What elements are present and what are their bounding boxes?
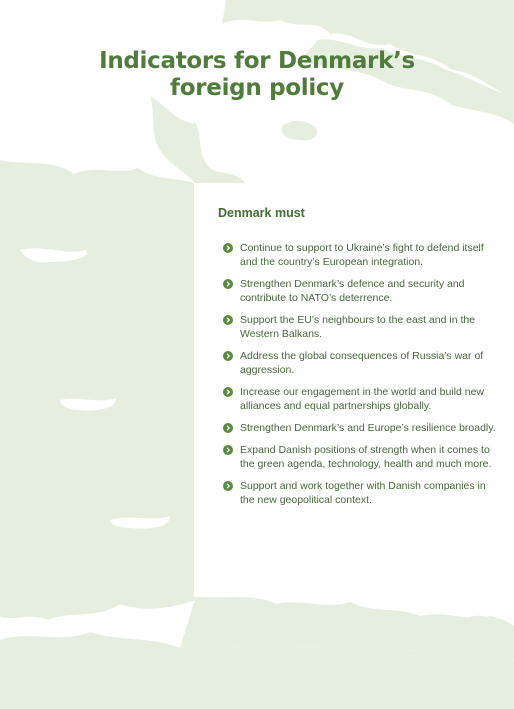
chevron-circle-right-icon (223, 387, 233, 397)
list-item-text: Address the global consequences of Russia’s war of aggression. (240, 350, 484, 376)
list-item-text: Support the EU’s neighbours to the east and in the Western Balkans. (240, 314, 476, 340)
list-item-text: Increase our engagement in the world and build new alliances and equal partnerships globally. (240, 386, 484, 412)
chevron-circle-right-icon (223, 243, 233, 253)
list-item-text: Continue to support to Ukraine’s fight to defend itself and the country’s European integration. (240, 242, 484, 268)
page-title-line-2: foreign policy (170, 75, 344, 101)
chevron-circle-right-icon (223, 279, 233, 289)
list-item (223, 349, 498, 377)
indicators-card (194, 183, 514, 597)
list-item-text: Expand Danish positions of strength when it comes to the green agenda, technology, health and much more. (240, 444, 492, 470)
list-item (223, 241, 498, 269)
list-item (223, 443, 498, 471)
page-title-line-1: Indicators for Denmark’s (99, 48, 415, 74)
list-item-text: Strengthen Denmark’s defence and security and contribute to NATO’s deterrence. (240, 278, 465, 304)
card-heading: Denmark must (218, 206, 305, 220)
list-item (223, 277, 498, 305)
list-item (223, 421, 498, 435)
chevron-circle-right-icon (223, 315, 233, 325)
chevron-circle-right-icon (223, 351, 233, 361)
indicators-list (223, 241, 498, 515)
list-item (223, 385, 498, 413)
page-title (0, 48, 514, 102)
list-item-text: Strengthen Denmark’s and Europe’s resilience broadly. (240, 422, 496, 434)
chevron-circle-right-icon (223, 445, 233, 455)
list-item (223, 479, 498, 507)
list-item (223, 313, 498, 341)
chevron-circle-right-icon (223, 481, 233, 491)
list-item-text: Support and work together with Danish companies in the new geopolitical context. (240, 480, 486, 506)
chevron-circle-right-icon (223, 423, 233, 433)
